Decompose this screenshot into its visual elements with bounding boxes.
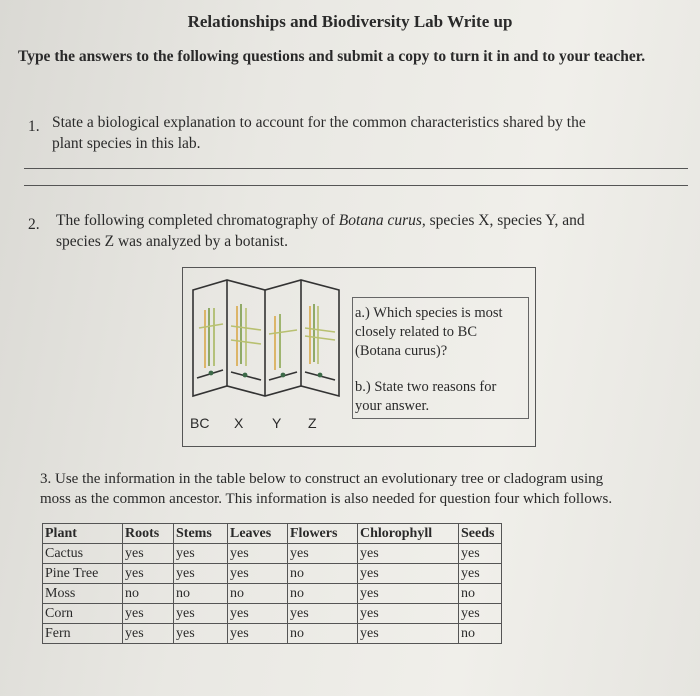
table-cell: no (288, 564, 358, 584)
table-cell: yes (459, 564, 502, 584)
header-stems: Stems (174, 524, 228, 544)
part-a-line3: (Botana curus)? (355, 343, 448, 359)
table-cell: Pine Tree (43, 564, 123, 584)
part-a-line1: a.) Which species is most (355, 305, 503, 321)
header-seeds: Seeds (459, 524, 502, 544)
table-cell: yes (288, 604, 358, 624)
table-cell: yes (228, 604, 288, 624)
table-cell: yes (228, 544, 288, 564)
instructions: Type the answers to the following questions and submit a copy to turn it in and to your teacher. (18, 48, 646, 65)
question-2-line2: species Z was analyzed by a botanist. (56, 233, 288, 250)
header-flowers: Flowers (288, 524, 358, 544)
answer-line-2[interactable] (24, 185, 688, 186)
page-title: Relationships and Biodiversity Lab Write up (187, 12, 513, 31)
question-1-number: 1. (28, 118, 40, 135)
question-3 (40, 469, 685, 509)
table-cell: yes (174, 564, 228, 584)
header-chlorophyll: Chlorophyll (358, 524, 459, 544)
header-roots: Roots (123, 524, 174, 544)
table-cell: yes (123, 544, 174, 564)
table-cell: Corn (43, 604, 123, 624)
table-cell: yes (228, 624, 288, 644)
table-cell: Cactus (43, 544, 123, 564)
table-cell: yes (174, 624, 228, 644)
label-bc: BC (190, 415, 210, 431)
table-cell: yes (358, 624, 459, 644)
table-cell: yes (459, 544, 502, 564)
table-cell: no (288, 624, 358, 644)
table-row (43, 584, 502, 604)
table-cell: yes (358, 544, 459, 564)
table-cell: yes (174, 604, 228, 624)
plant-characteristics-table (42, 523, 502, 644)
table-cell: no (228, 584, 288, 604)
table-header-row (43, 524, 502, 544)
table-row (43, 544, 502, 564)
question-3-line1: 3. Use the information in the table below to construct an evolutionary tree or cladogram using (40, 471, 604, 487)
question-1-line1: State a biological explanation to account for the common characteristics shared by the (52, 114, 586, 131)
table-cell: yes (174, 544, 228, 564)
chromatography-strips-illustration (183, 268, 353, 416)
part-a-line2: closely related to BC (355, 324, 478, 340)
question-2-text-post: , species X, species Y, and (421, 212, 585, 229)
table-cell: no (123, 584, 174, 604)
table-cell: yes (123, 564, 174, 584)
table-cell: yes (358, 604, 459, 624)
question-2-part-b (355, 378, 496, 416)
table-cell: yes (358, 564, 459, 584)
question-2-number: 2. (28, 216, 40, 233)
header-plant: Plant (43, 524, 123, 544)
table-cell: yes (358, 584, 459, 604)
table-cell: yes (288, 544, 358, 564)
table-row (43, 624, 502, 644)
species-name: Botana curus (338, 212, 422, 229)
part-b-line1: b.) State two reasons for (355, 379, 497, 395)
label-x: X (234, 415, 244, 431)
header-leaves: Leaves (228, 524, 288, 544)
table-row (43, 604, 502, 624)
question-1-line2: plant species in this lab. (52, 135, 201, 152)
table-cell: no (459, 624, 502, 644)
table-cell: yes (228, 564, 288, 584)
table-cell: no (459, 584, 502, 604)
table-cell: no (288, 584, 358, 604)
figure-labels (190, 415, 330, 435)
question-2-part-a (355, 304, 503, 361)
table-cell: Fern (43, 624, 123, 644)
label-y: Y (272, 415, 282, 431)
table-cell: yes (123, 624, 174, 644)
table-cell: yes (459, 604, 502, 624)
answer-line-1[interactable] (24, 168, 688, 169)
label-z: Z (308, 415, 317, 431)
table-cell: yes (123, 604, 174, 624)
part-b-line2: your answer. (355, 398, 430, 414)
question-2-text-pre: The following completed chromatography of (56, 212, 339, 229)
table-row (43, 564, 502, 584)
question-3-line2: moss as the common ancestor. This information is also needed for question four which follows. (40, 491, 613, 507)
table-cell: Moss (43, 584, 123, 604)
question-2-line1 (56, 211, 686, 231)
table-cell: no (174, 584, 228, 604)
